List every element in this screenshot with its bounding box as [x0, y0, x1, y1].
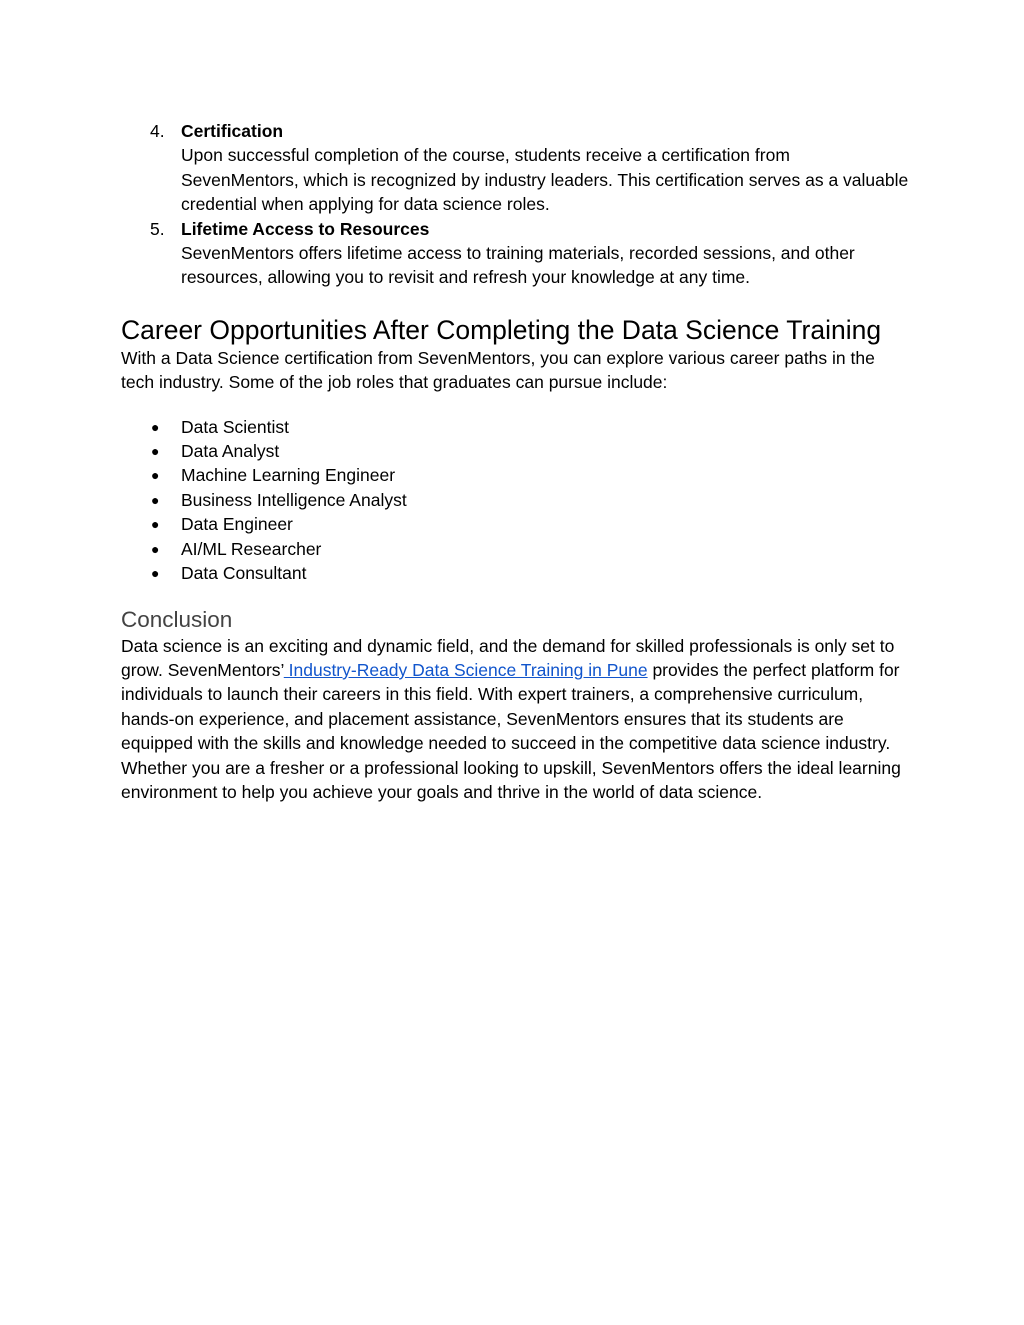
conclusion-paragraph — [121, 634, 911, 805]
career-intro-paragraph: With a Data Science certification from SevenMentors, you can explore various career paths in the tech industry. Some of the job roles that graduates can pursue include: — [121, 347, 875, 393]
features-numbered-list — [121, 119, 911, 290]
bullet-icon: ● — [151, 565, 160, 582]
career-roles-list — [121, 415, 911, 586]
career-heading: Career Opportunities After Completing the Data Science Training — [121, 314, 882, 345]
list-item-body: SevenMentors offers lifetime access to training materials, recorded sessions, and other resources, allowing you to revisit and refresh your knowledge at any time. — [181, 243, 855, 288]
list-item — [121, 537, 911, 561]
conclusion-text-start: Data science is an exciting and dynamic field, and the demand for skilled professionals is only set to grow. SevenMentors’ — [121, 635, 895, 680]
bullet-icon: ● — [151, 443, 160, 460]
list-item — [121, 217, 911, 290]
conclusion-text-end: provides the perfect platform for individuals to launch their careers in this field. With expert trainers, a comprehensive curriculum, hands-on experience, and placement assistance, SevenMentors ensures that its students are equipped with the skills and knowledge needed to succeed in the competitive data science industry. Whether you are a fresher or a professional looking to upskill, SevenMentors offers the ideal learning environment to help you achieve your goals and thrive in the world of data science. — [121, 659, 901, 802]
list-item — [121, 415, 911, 439]
list-item — [121, 119, 911, 217]
role-label: Data Consultant — [181, 563, 307, 584]
list-number: 5. — [150, 218, 165, 239]
list-item — [121, 463, 911, 487]
bullet-icon: ● — [151, 516, 160, 533]
list-number: 4. — [150, 121, 165, 141]
document-content — [121, 119, 911, 804]
role-label: Business Intelligence Analyst — [181, 489, 407, 510]
training-link[interactable]: Industry-Ready Data Science Training in Pune — [283, 659, 648, 680]
bullet-icon: ● — [151, 491, 160, 508]
role-label: AI/ML Researcher — [181, 538, 322, 559]
bullet-icon: ● — [151, 540, 160, 557]
list-item — [121, 488, 911, 512]
role-label: Machine Learning Engineer — [181, 465, 396, 486]
bullet-icon: ● — [151, 467, 160, 484]
list-item — [121, 439, 911, 463]
conclusion-heading: Conclusion — [121, 606, 233, 632]
list-item-title: Lifetime Access to Resources — [181, 218, 430, 239]
list-item — [121, 561, 911, 585]
list-item — [121, 512, 911, 536]
list-item-title: Certification — [181, 121, 284, 141]
role-label: Data Scientist — [181, 416, 289, 437]
role-label: Data Analyst — [181, 441, 280, 462]
role-label: Data Engineer — [181, 514, 293, 535]
list-item-body: Upon successful completion of the course, students receive a certification from SevenMentors, which is recognized by industry leaders. This certification serves as a valuable credential when applying for data science roles. — [181, 145, 909, 215]
bullet-icon: ● — [151, 418, 160, 435]
